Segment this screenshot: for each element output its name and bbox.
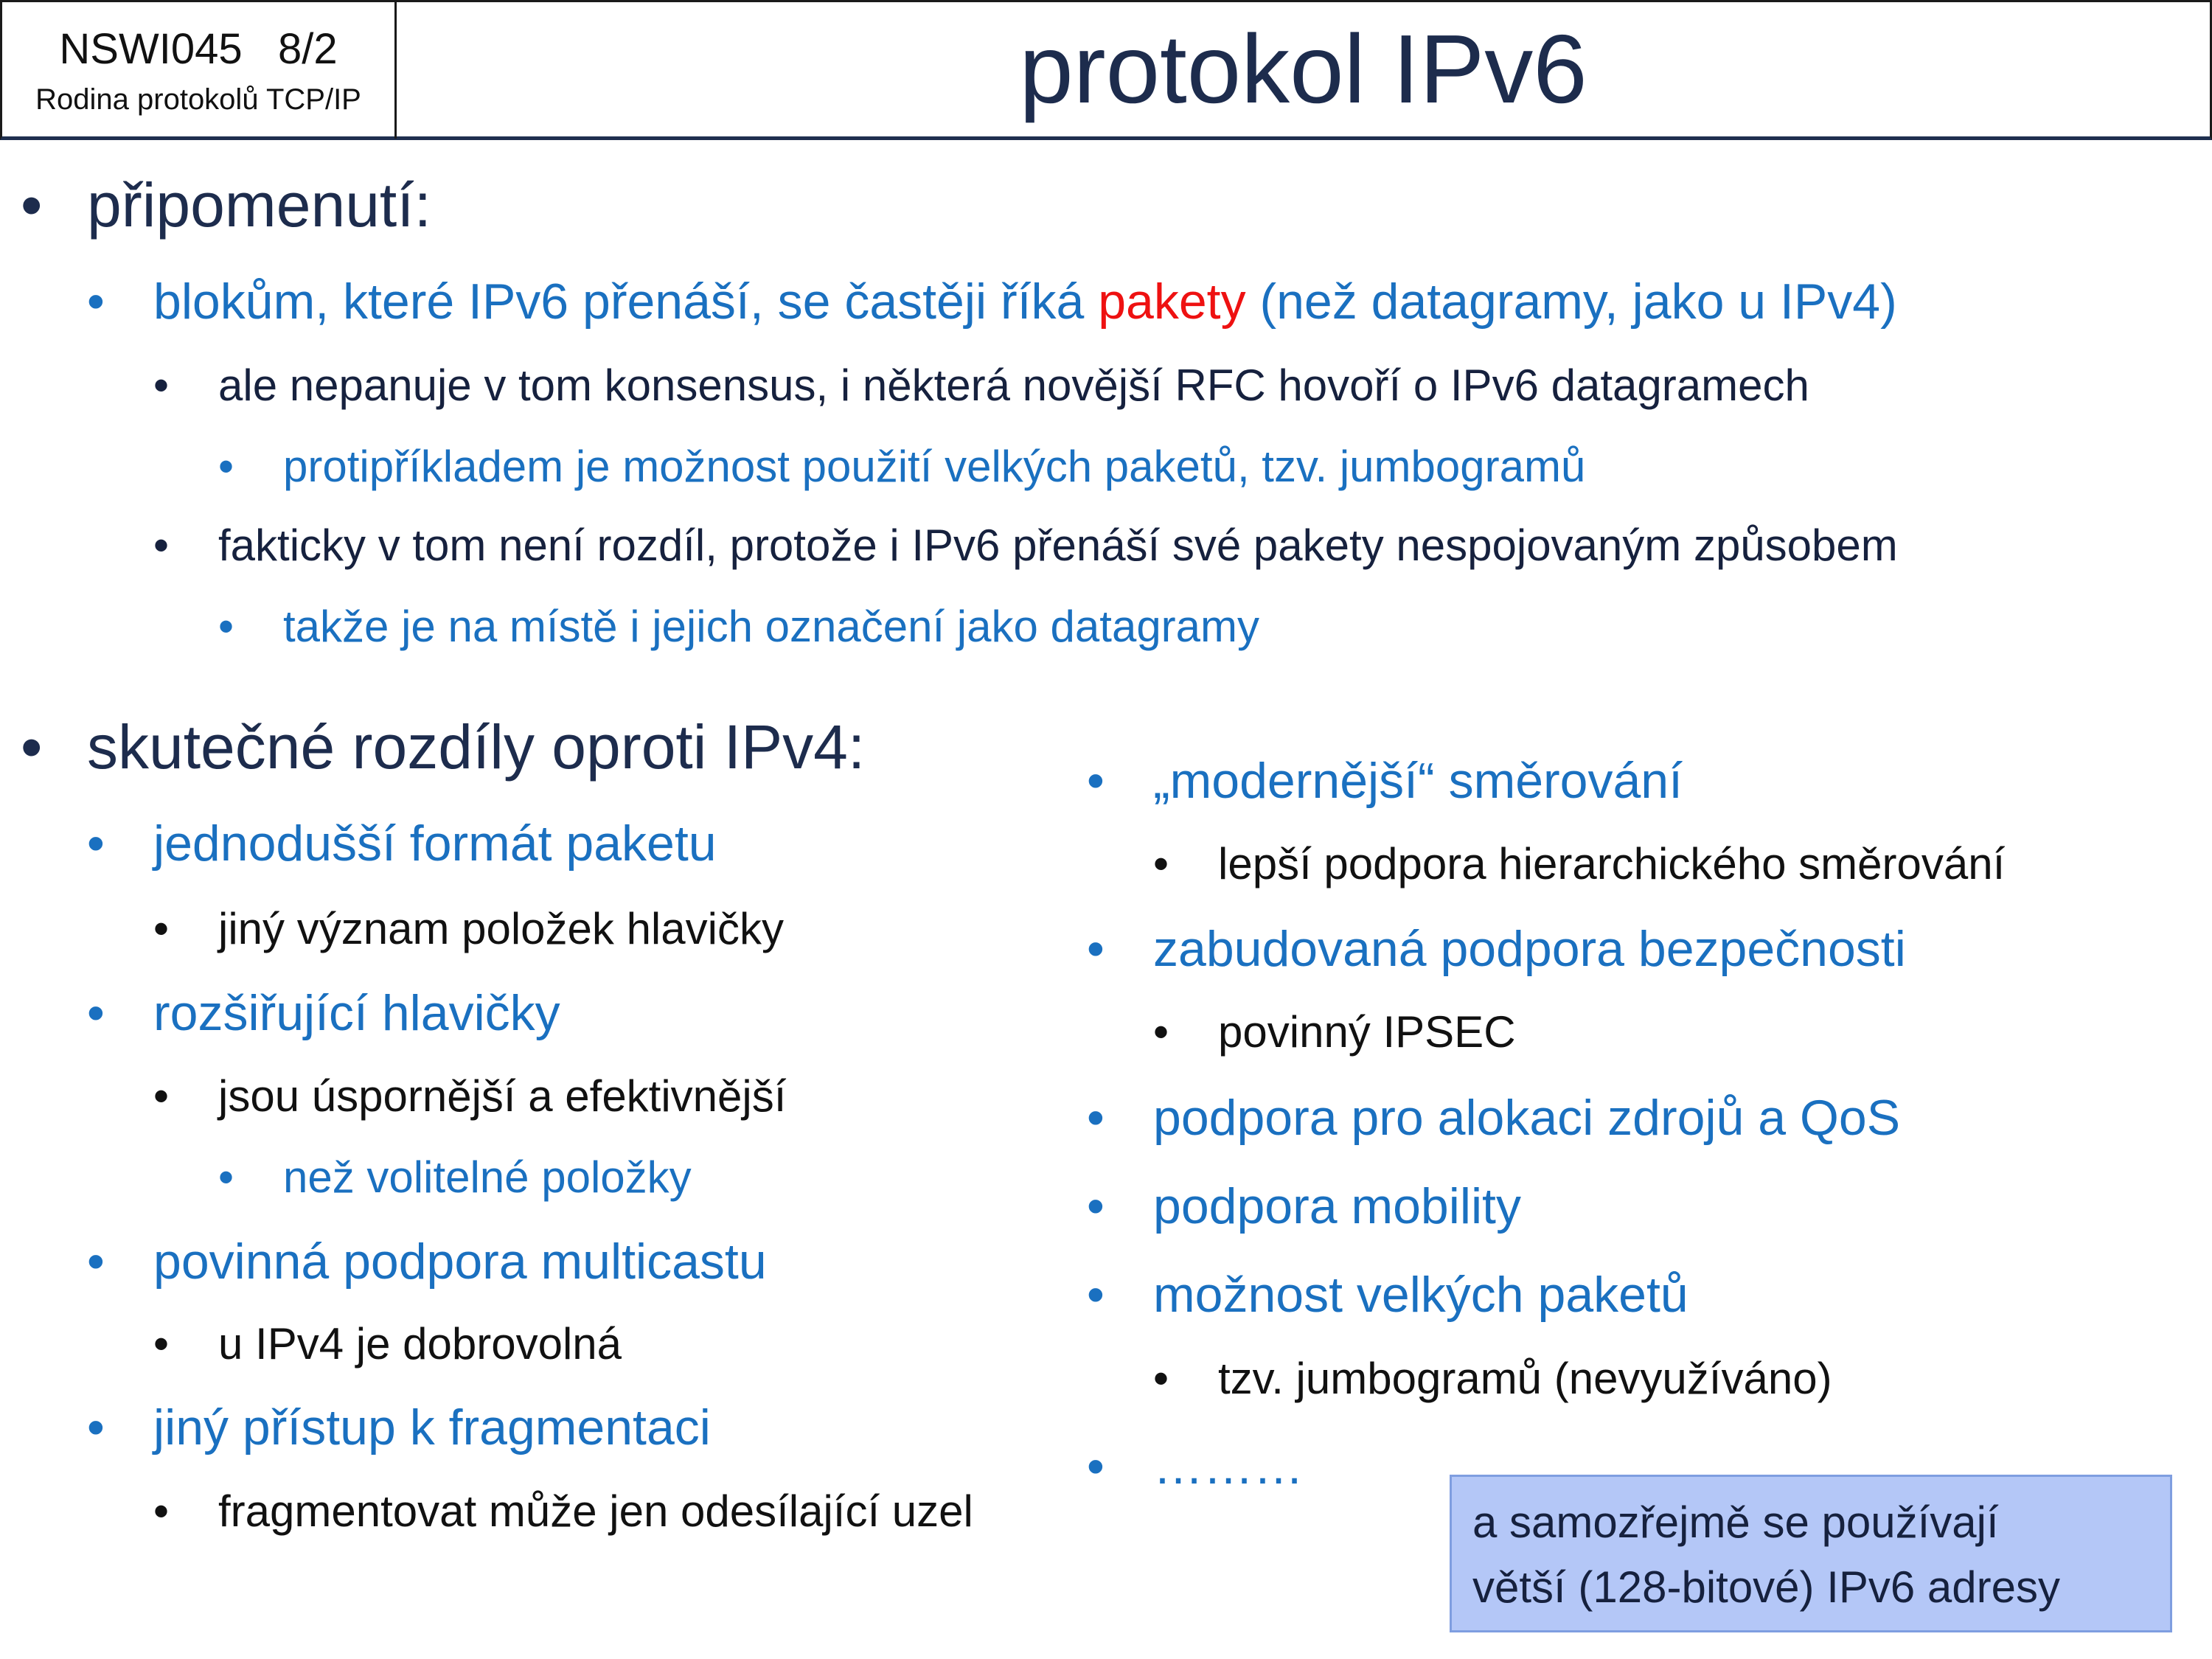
bullet-icon: • [1087, 1178, 1105, 1234]
note-box [1450, 1475, 2172, 1632]
bullet-icon: • [87, 1399, 105, 1455]
course-subtitle: Rodina protokolů TCP/IP [35, 83, 361, 116]
bullet-icon: • [87, 985, 105, 1041]
course-box [2, 2, 397, 139]
diff-left-2-subsub: než volitelné položky [283, 1152, 692, 1202]
diff-left-3-sub: u IPv4 je dobrovolná [218, 1319, 622, 1368]
diff-right-3: podpora pro alokaci zdrojů a QoS [1153, 1090, 1901, 1146]
course-code: NSWI045 8/2 [59, 25, 338, 73]
note-line-1: a samozřejmě se používají [1472, 1498, 1999, 1547]
bullet-icon: • [21, 170, 43, 240]
bullet-icon: • [1153, 1007, 1169, 1057]
diff-right-1-sub: lepší podpora hierarchického směrování [1218, 839, 2006, 888]
diff-right-6: ……… [1153, 1439, 1304, 1495]
diff-right-2: zabudovaná podpora bezpečnosti [1153, 921, 1906, 977]
reminder-item-1 [153, 273, 1897, 330]
bullet-icon: • [153, 1486, 170, 1536]
bullet-icon: • [1087, 1090, 1105, 1146]
bullet-icon: • [218, 442, 234, 491]
bullet-icon: • [153, 361, 170, 410]
bullet-icon: • [1087, 1439, 1105, 1495]
reminder-item-1-post: (než datagramy, jako u IPv4) [1245, 274, 1897, 330]
diff-right-4: podpora mobility [1153, 1178, 1521, 1234]
differences-heading: skutečné rozdíly oproti IPv4: [87, 712, 866, 782]
reminder-sub-1: ale nepanuje v tom konsensus, i některá novější RFC hovoří o IPv6 datagramech [218, 361, 1809, 410]
reminder-item-1-pre: blokům, které IPv6 přenáší, se častěji říká [153, 274, 1099, 330]
reminder-sub-1-1: protipříkladem je možnost použití velkých paketů, tzv. jumbogramů [283, 442, 1586, 491]
bullet-icon: • [1087, 1267, 1105, 1323]
diff-right-5-sub: tzv. jumbogramů (nevyužíváno) [1218, 1354, 1832, 1403]
bullet-icon: • [87, 274, 105, 330]
reminder-heading: připomenutí: [87, 170, 431, 240]
diff-left-3: povinná podpora multicastu [153, 1234, 767, 1290]
diff-left-1-sub: jiný význam položek hlavičky [218, 904, 784, 953]
diff-left-2: rozšiřující hlavičky [153, 985, 560, 1041]
reminder-item-1-highlight: pakety [1098, 274, 1246, 330]
bullet-icon: • [87, 815, 105, 872]
diff-left-4: jiný přístup k fragmentaci [153, 1399, 711, 1455]
slide-title: protokol IPv6 [1019, 15, 1587, 123]
bullet-icon: • [153, 904, 170, 953]
reminder-sub-2-1: takže je na místě i jejich označení jako datagramy [283, 602, 1260, 651]
diff-right-5: možnost velkých paketů [1153, 1267, 1688, 1323]
diff-left-2-sub: jsou úspornější a efektivnější [218, 1071, 787, 1121]
bullet-icon: • [21, 712, 43, 782]
bullet-icon: • [218, 602, 234, 651]
bullet-icon: • [1153, 1354, 1169, 1403]
bullet-icon: • [87, 1234, 105, 1290]
diff-left-4-sub: fragmentovat může jen odesílající uzel [218, 1486, 973, 1536]
diff-right-1: „modernější“ směrování [1153, 753, 1683, 809]
note-line-2: větší (128-bitové) IPv6 adresy [1472, 1562, 2061, 1612]
bullet-icon: • [1153, 839, 1169, 888]
reminder-sub-2: fakticky v tom není rozdíl, protože i IPv6 přenáší své pakety nespojovaným způsobem [218, 521, 1898, 570]
bullet-icon: • [1087, 753, 1105, 809]
bullet-icon: • [1087, 921, 1105, 977]
bullet-icon: • [153, 521, 170, 570]
slide-header [0, 0, 2212, 140]
diff-right-2-sub: povinný IPSEC [1218, 1007, 1516, 1057]
bullet-icon: • [153, 1071, 170, 1121]
bullet-icon: • [153, 1319, 170, 1368]
bullet-icon: • [218, 1152, 234, 1202]
diff-left-1: jednodušší formát paketu [153, 815, 717, 872]
